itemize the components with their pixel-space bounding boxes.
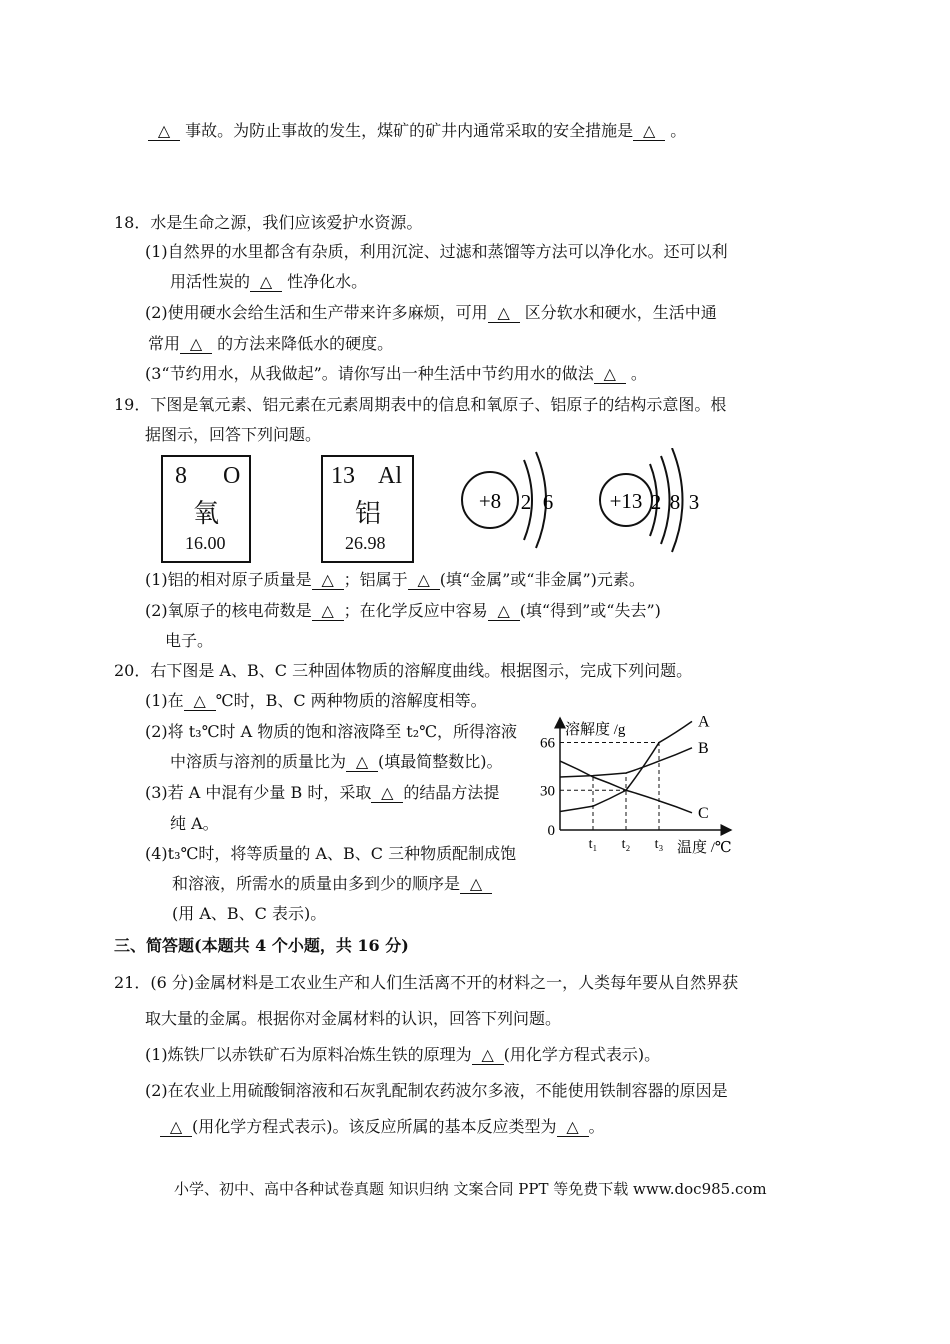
answer-blank[interactable]: △ [160,1118,192,1137]
y-tick-label: 66 [540,735,555,752]
q18-part3: (3“节约用水，从我做起”。请你写出一种生活中节约用水的做法 △ 。 [145,364,647,383]
q21-part1: (1)炼铁厂以赤铁矿石为原料冶炼生铁的原理为 △ (用化学方程式表示)。 [145,1045,661,1064]
series-label-b: B [698,739,709,757]
section-heading: 三、简答题(本题共 4 个小题，共 16 分) [114,936,409,955]
atom-structure-diagrams [460,448,710,558]
y-tick-label: 30 [540,783,555,800]
series-label-a: A [698,713,710,731]
answer-blank[interactable]: △ [180,335,212,354]
q20-part1: (1)在 △ ℃时，B、C 两种物质的溶解度相等。 [145,691,487,710]
oxygen-atom-diagram [462,452,553,548]
answer-blank[interactable]: △ [312,602,344,621]
nucleus-charge: +8 [478,489,502,513]
nucleus-charge: +13 [609,489,643,513]
aluminum-element-cell [321,455,414,563]
q17-continuation: △ 事故。为防止事故的发生，煤矿的矿井内通常采取的安全措施是 △ 。 [148,120,686,142]
x-tick-label: t₁ [588,837,598,852]
q19-part1: (1)铝的相对原子质量是 △ ；铝属于 △ (填“金属”或“非金属”)元素。 [145,570,645,589]
q18-part1-line2: 用活性炭的 △ 性净化水。 [170,272,368,291]
answer-blank[interactable]: △ [250,273,282,292]
q19-stem-line1: 19．下图是氧元素、铝元素在元素周期表中的信息和氧原子、铝原子的结构示意图。根 [114,395,727,414]
series-label-c: C [698,804,709,822]
answer-blank[interactable]: △ [488,304,520,323]
shell-electrons: 3 [688,490,700,514]
q21-stem-line1: 21．(6 分)金属材料是工农业生产和人们生活离不开的材料之一，人类每年要从自然界获 [114,973,739,992]
answer-blank[interactable]: △ [557,1118,589,1137]
shell-electrons: 2 [650,490,662,514]
answer-blank[interactable]: △ [594,365,626,384]
aluminum-atom-diagram [600,448,699,552]
answer-blank[interactable]: △ [488,602,520,621]
electron-shell-2 [661,456,670,544]
atomic-number: 8 [175,463,187,489]
q20-part3-line1: (3)若 A 中混有少量 B 时，采取 △ 的结晶方法提 [145,783,500,802]
answer-blank[interactable]: △ [184,692,216,711]
answer-blank[interactable]: △ [460,875,492,894]
series-line-b [560,748,692,777]
x-tick-label: t₂ [621,837,631,852]
atomic-number: 13 [331,463,355,489]
y-axis-label: 溶解度 /g [565,722,626,738]
answer-blank[interactable]: △ [408,571,440,590]
x-axis-label: 温度 /℃ [677,840,732,856]
q18-part2-line2: 常用 △ 的方法来降低水的硬度。 [148,334,394,353]
answer-blank[interactable]: △ [371,784,403,803]
atomic-mass: 26.98 [345,533,386,553]
answer-blank[interactable]: △ [312,571,344,590]
q18-stem: 18．水是生命之源，我们应该爱护水资源。 [114,213,423,232]
element-symbol: O [223,463,241,489]
element-name: 铝 [355,499,382,529]
solubility-curve-chart [535,712,740,860]
oxygen-element-cell [161,455,251,563]
x-tick-label: t₃ [654,837,664,852]
y-tick-label: 0 [547,823,555,839]
shell-electrons: 2 [520,490,532,514]
page-footer: 小学、初中、高中各种试卷真题 知识归纳 文案合同 PPT 等免费下载 www.doc985.com [174,1180,767,1198]
element-symbol: Al [378,463,402,489]
q20-part3-line2: 纯 A。 [170,814,219,833]
q20-part4-line2: 和溶液，所需水的质量由多到少的顺序是 △ [172,873,492,895]
atomic-mass: 16.00 [185,533,226,553]
shell-electrons: 8 [669,490,681,514]
q20-part2-line1: (2)将 t₃℃时 A 物质的饱和溶液降至 t₂℃，所得溶液 [145,722,518,741]
q19-part2-line2: 电子。 [165,631,214,650]
q18-part1-line1: (1)自然界的水里都含有杂质，利用沉淀、过滤和蒸馏等方法可以净化水。还可以利 [145,242,728,261]
q18-part2-line1: (2)使用硬水会给生活和生产带来许多麻烦，可用 △ 区分软水和硬水，生活中通 [145,303,717,322]
q19-stem-line2: 据图示，回答下列问题。 [145,425,322,444]
q20-part2-line2: 中溶质与溶剂的质量比为 △ (填最简整数比)。 [170,752,503,771]
q21-part2-line2: △ (用化学方程式表示)。该反应所属的基本反应类型为 △ 。 [160,1116,605,1138]
answer-blank[interactable]: △ [633,122,665,141]
answer-blank[interactable]: △ [346,753,378,772]
q19-part2-line1: (2)氧原子的核电荷数是 △ ；在化学反应中容易 △ (填“得到”或“失去”) [145,601,661,620]
element-name: 氧 [193,499,220,529]
q20-part4-line3: (用 A、B、C 表示)。 [172,904,327,923]
answer-blank[interactable]: △ [148,122,180,141]
shell-electrons: 6 [542,490,554,514]
q21-stem-line2: 取大量的金属。根据你对金属材料的认识，回答下列问题。 [145,1009,562,1028]
q20-part4-line1: (4)t₃℃时，将等质量的 A、B、C 三种物质配制成饱 [145,844,517,863]
answer-blank[interactable]: △ [472,1046,504,1065]
q20-stem: 20．右下图是 A、B、C 三种固体物质的溶解度曲线。根据图示，完成下列问题。 [114,661,693,680]
q21-part2-line1: (2)在农业上用硫酸铜溶液和石灰乳配制农药波尔多液，不能使用铁制容器的原因是 [145,1081,728,1100]
